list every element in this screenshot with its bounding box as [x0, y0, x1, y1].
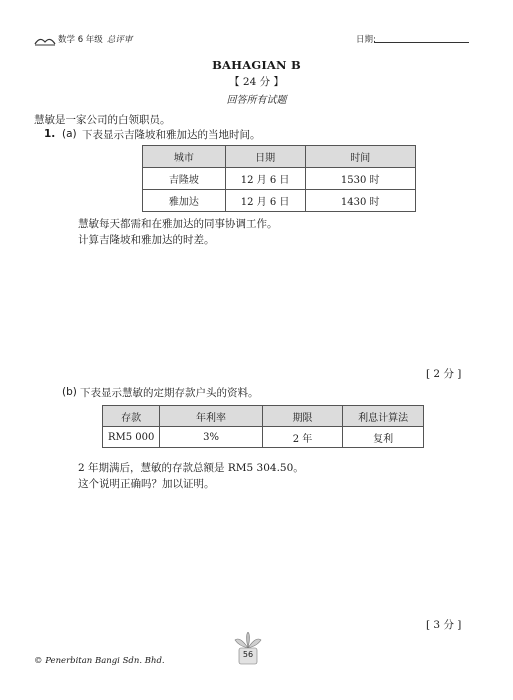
publisher-credit: © Penerbitan Bangi Sdn. Bhd. — [34, 656, 165, 666]
header-title — [58, 33, 132, 45]
part-b-line1: 2 年期满后，慧敏的存款总额是 RM5 304.50。 — [78, 462, 304, 474]
table-cell: 12 月 6 日 — [225, 168, 305, 190]
section-instruction: 回答所有试题 — [226, 95, 287, 106]
table-cell: 1530 时 — [305, 168, 416, 190]
table-cell: 1430 时 — [305, 190, 416, 212]
table-cell: 12 月 6 日 — [225, 190, 305, 212]
table-header: 城市 — [143, 146, 226, 168]
date-field-line — [374, 42, 469, 43]
part-b-label: (b) — [62, 386, 77, 398]
part-a-text: 下表显示吉隆坡和雅加达的当地时间。 — [82, 129, 261, 141]
part-a-line2: 计算吉隆坡和雅加达的时差。 — [78, 234, 215, 246]
page-number: 56 — [242, 650, 254, 659]
section-title: BAHAGIAN B — [212, 58, 301, 72]
table-header-row — [103, 406, 424, 427]
book-icon — [34, 34, 56, 46]
table-header: 利息计算法 — [343, 406, 424, 427]
table-cell: 复利 — [343, 427, 424, 448]
table-row — [143, 168, 416, 190]
table-cell: 2 年 — [262, 427, 343, 448]
table-header: 时间 — [305, 146, 416, 168]
table-header: 期限 — [262, 406, 343, 427]
table-cell: 雅加达 — [143, 190, 226, 212]
table-header-row — [143, 146, 416, 168]
date-label: 日期: — [356, 35, 376, 45]
section-marks: 【 24 分 】 — [229, 76, 284, 88]
table-header: 年利率 — [160, 406, 262, 427]
table-cell: RM5 000 — [103, 427, 160, 448]
part-a-marks: [ 2 分 ] — [426, 368, 462, 380]
part-b-text: 下表显示慧敏的定期存款户头的资料。 — [80, 387, 259, 399]
deposit-table — [102, 405, 424, 448]
table-row — [103, 427, 424, 448]
question-number: 1. — [44, 128, 56, 140]
header-subject: 数学 6 年级 — [58, 35, 103, 45]
table-header: 存款 — [103, 406, 160, 427]
intro-text: 慧敏是一家公司的白领职员。 — [34, 114, 171, 126]
part-b-line2: 这个说明正确吗？加以证明。 — [78, 478, 215, 490]
plant-icon — [232, 632, 264, 666]
part-a-line1: 慧敏每天都需和在雅加达的同事协调工作。 — [78, 218, 278, 230]
table-cell: 3% — [160, 427, 262, 448]
table-cell: 吉隆坡 — [143, 168, 226, 190]
time-table — [142, 145, 416, 212]
part-b-marks: [ 3 分 ] — [426, 619, 462, 631]
part-a-label: (a) — [62, 128, 77, 140]
table-header: 日期 — [225, 146, 305, 168]
header-book: 总评审 — [106, 35, 133, 45]
table-row — [143, 190, 416, 212]
